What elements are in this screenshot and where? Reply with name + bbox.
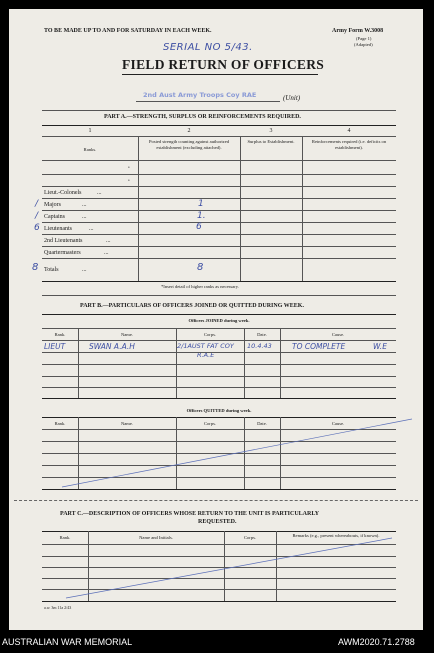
quitted-col-rank: Rank. bbox=[54, 421, 66, 426]
header-surplus: Surplus to Establishment. bbox=[247, 139, 295, 144]
joined-col-date: Date. bbox=[257, 332, 267, 337]
print-code: a.w. 3m 11a 2/43 bbox=[44, 605, 72, 610]
totals-margin-figure: 8 bbox=[32, 262, 39, 273]
joined-col-corps: Corps. bbox=[203, 332, 217, 337]
rank-dots: ... bbox=[82, 202, 87, 208]
quitted-col-corps: Corps. bbox=[203, 421, 217, 426]
rank-quartermasters: Quartermasters bbox=[44, 250, 81, 256]
header-ranks: Ranks. bbox=[83, 147, 97, 152]
part-c-heading-2: REQUESTED. bbox=[198, 519, 237, 525]
joined-corps-value-2: R.A.E bbox=[197, 351, 215, 359]
footer-archive-name: AUSTRALIAN WAR MEMORIAL bbox=[2, 637, 133, 647]
joined-title: Officers JOINED during week. bbox=[188, 318, 250, 323]
quitted-col-date: Date. bbox=[257, 421, 267, 426]
quitted-strike-line bbox=[62, 419, 412, 487]
totals-label: Totals bbox=[44, 267, 59, 273]
part-c-col-corps: Corps. bbox=[243, 535, 257, 540]
rank-lieutenants: Lieutenants bbox=[44, 226, 72, 232]
part-a-heading: PART A.—STRENGTH, SURPLUS OR REINFORCEMENTS REQUIRED. bbox=[104, 114, 301, 120]
star-marker: • bbox=[128, 166, 130, 171]
rank-captains: Captains bbox=[44, 214, 65, 220]
header-instruction: TO BE MADE UP TO AND FOR SATURDAY IN EACH WEEK. bbox=[44, 28, 212, 34]
margin-tick: 6 bbox=[34, 223, 40, 233]
part-c-col-remarks: Remarks (e.g., present whereabouts, if known). bbox=[292, 533, 380, 538]
joined-corps-value: 2/1AUST FAT COY bbox=[177, 342, 234, 350]
page-number: (Page 1) bbox=[356, 36, 372, 41]
rank-dots: ... bbox=[106, 238, 111, 244]
lieutenants-strength: 6 bbox=[196, 222, 202, 232]
joined-rank-value: LIEUT bbox=[44, 342, 66, 351]
header-posted-strength: Posted strength counting against authorized establishment (excluding attached). bbox=[148, 139, 230, 150]
rank-2nd-lieutenants: 2nd Lieutenants bbox=[44, 238, 83, 244]
margin-tick: / bbox=[35, 211, 39, 221]
form-title: FIELD RETURN OF OFFICERS bbox=[122, 57, 325, 72]
joined-cause-value: TO COMPLETE bbox=[292, 342, 346, 351]
totals-value: 8 bbox=[197, 262, 204, 273]
joined-name-value: SWAN A.A.H bbox=[89, 342, 135, 351]
col-number-1: 1 bbox=[88, 128, 92, 134]
joined-col-name: Name. bbox=[120, 332, 134, 337]
rank-dots: ... bbox=[104, 250, 109, 256]
joined-date-value: 10.4.43 bbox=[247, 342, 272, 350]
part-c-strike-line bbox=[66, 538, 392, 598]
army-form-number: Army Form W.3008 bbox=[332, 28, 384, 34]
col-number-3: 3 bbox=[269, 128, 273, 134]
part-c-heading: PART C.—DESCRIPTION OF OFFICERS WHOSE RETURN TO THE UNIT IS PARTICULARLY bbox=[60, 511, 320, 517]
unit-stamp: 2nd Aust Army Troops Coy RAE bbox=[143, 91, 257, 99]
margin-tick: / bbox=[35, 199, 39, 209]
col-number-2: 2 bbox=[187, 128, 191, 134]
joined-cause-extra: W.E bbox=[373, 342, 387, 351]
col-number-4: 4 bbox=[347, 128, 351, 134]
quitted-col-cause: Cause. bbox=[331, 421, 345, 426]
majors-strength: 1 bbox=[198, 199, 204, 209]
rank-lieut-colonels: Lieut.-Colonels bbox=[44, 190, 82, 196]
quitted-title: Officers QUITTED during week. bbox=[186, 408, 252, 413]
captains-strength: 1. bbox=[197, 211, 206, 221]
quitted-col-name: Name. bbox=[120, 421, 134, 426]
serial-number-handwritten: SERIAL NO 5/43. bbox=[163, 42, 253, 53]
part-c-col-rank: Rank. bbox=[59, 535, 71, 540]
rank-dots: ... bbox=[82, 214, 87, 220]
joined-col-rank: Rank. bbox=[54, 332, 66, 337]
unit-label: (Unit) bbox=[283, 94, 301, 102]
joined-col-cause: Cause. bbox=[331, 332, 345, 337]
rank-dots: ... bbox=[97, 190, 102, 196]
part-b-heading: PART B.—PARTICULARS OF OFFICERS JOINED OR QUITTED DURING WEEK. bbox=[80, 303, 304, 309]
rank-dots: ... bbox=[82, 267, 87, 273]
star-marker: • bbox=[128, 179, 130, 184]
part-c-col-name: Name and Initials. bbox=[139, 535, 173, 540]
part-a-footnote: *Insert detail of higher ranks as necessary. bbox=[161, 284, 239, 289]
footer-accession-number: AWM2020.71.2788 bbox=[338, 637, 415, 647]
adapted-note: (Adapted) bbox=[354, 42, 373, 47]
rank-dots: ... bbox=[89, 226, 94, 232]
header-reinforcements: Reinforcements required (i.e. deficits on establishment). bbox=[311, 139, 387, 150]
rank-majors: Majors bbox=[44, 202, 61, 208]
